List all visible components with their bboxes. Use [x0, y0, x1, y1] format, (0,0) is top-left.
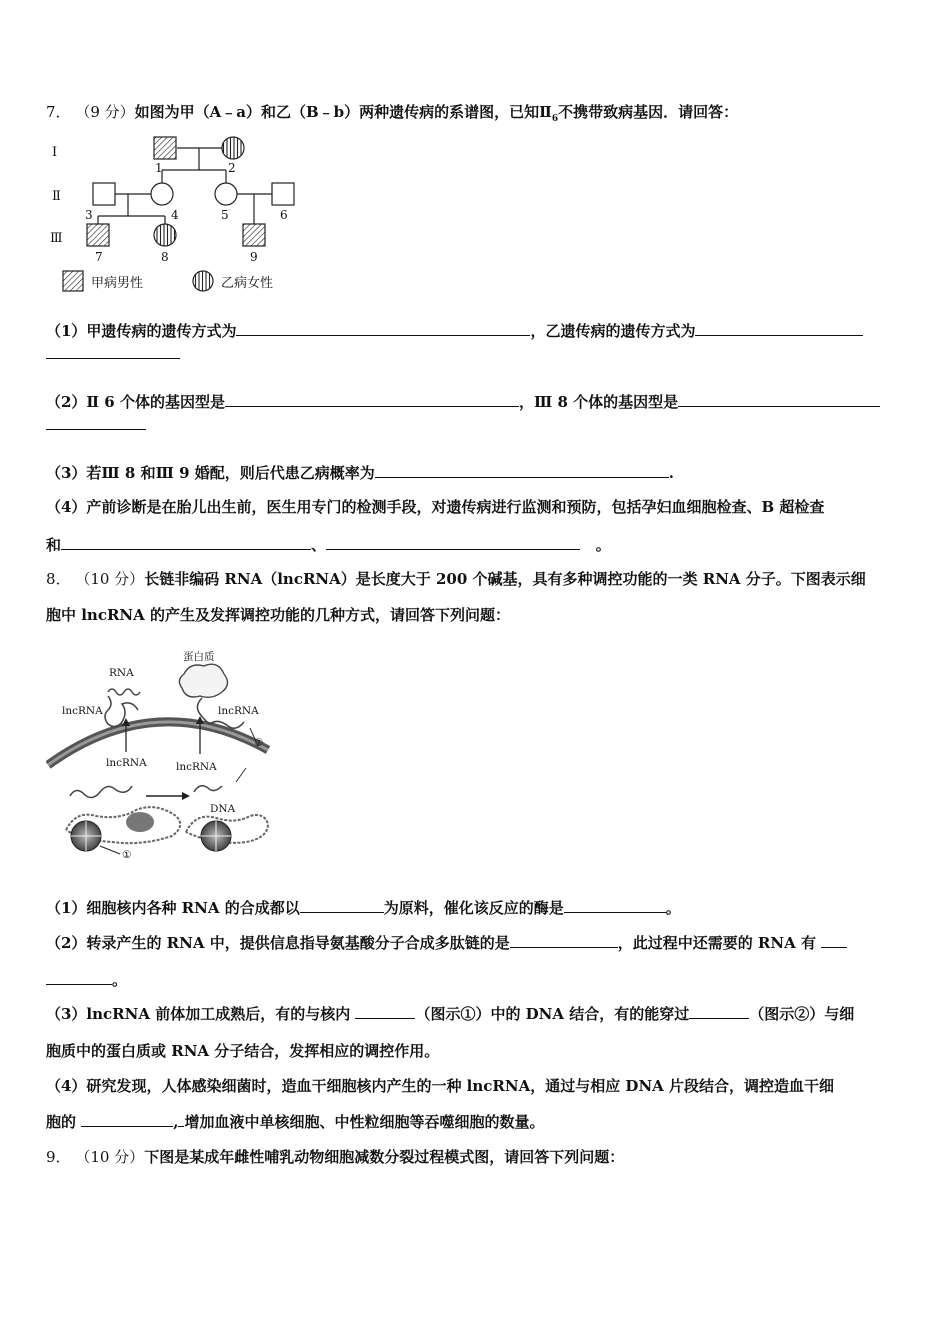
q9-stem: [46, 1147, 624, 1167]
generation-label-1: Ⅰ: [52, 145, 58, 160]
q7-sub4-text-c: 、: [311, 536, 327, 554]
q8-sub3-text-b: （图示①）中的 DNA 结合，有的能穿过: [415, 1005, 690, 1023]
q7-blank-7[interactable]: [326, 535, 580, 550]
q8-sub4-text-b: 胞的: [46, 1113, 77, 1131]
q7-blank-2-cont[interactable]: [46, 358, 180, 359]
protein-blob: [179, 664, 227, 697]
q7-blank-6[interactable]: [61, 535, 311, 550]
individual-7-affected-male: [87, 224, 109, 246]
q7-blank-3[interactable]: [225, 392, 519, 407]
q9-number: 9．: [46, 1148, 71, 1166]
fig-label-dna: DNA: [210, 803, 236, 815]
generation-label-3: Ⅲ: [50, 231, 63, 246]
individual-8-affected-female: [154, 224, 176, 246]
legend-hatch-icon: [63, 271, 83, 291]
fig-marker-1: ①: [122, 849, 132, 861]
individual-id-5: 5: [221, 208, 229, 222]
fig-label-lncrna-mid2: lncRNA: [176, 761, 217, 773]
q8-blank-4-cont[interactable]: [46, 970, 112, 985]
q9-score: （10 分）: [75, 1148, 145, 1166]
polymerase-complex: [126, 812, 154, 832]
individual-5-female: [215, 183, 237, 205]
individual-6-male: [272, 183, 294, 205]
q7-sub3: [46, 463, 674, 483]
q8-sub1-text-c: 。: [665, 899, 681, 917]
q7-sub4-text-d: 。: [595, 536, 611, 554]
q8-sub2-text-a: （2）转录产生的 RNA 中，提供信息指导氨基酸分子合成多肽链的是: [46, 934, 510, 952]
q8-sub4-line2: [46, 1112, 545, 1132]
individual-2-affected-female: [222, 137, 244, 159]
q8-sub1-text-a: （1）细胞核内各种 RNA 的合成都以: [46, 899, 300, 917]
q7-sub4-line1: （4）产前诊断是在胎儿出生前，医生用专门的检测手段，对遗传病进行监测和预防，包括孕妇血细胞检查、B 超检查: [46, 498, 825, 516]
q8-sub4-line1: （4）研究发现，人体感染细菌时，造血干细胞核内产生的一种 lncRNA，通过与相应 DNA 片段结合，调控造血干细: [46, 1077, 835, 1095]
q8-blank-6[interactable]: [689, 1004, 749, 1019]
q7-sub3-text-b: .: [668, 464, 674, 482]
q7-blank-4-cont[interactable]: [46, 429, 146, 430]
q8-blank-4[interactable]: [821, 933, 847, 948]
q7-sub3-text-a: （3）若Ⅲ 8 和Ⅲ 9 婚配，则后代患乙病概率为: [46, 464, 375, 482]
q8-blank-1[interactable]: [300, 898, 384, 913]
fig-label-lncrna-left: lncRNA: [62, 705, 103, 717]
individual-9-affected-male: [243, 224, 265, 246]
q8-sub3-line2: 胞质中的蛋白质或 RNA 分子结合，发挥相应的调控作用。: [46, 1042, 440, 1060]
q9-stem-text: 下图是某成年雌性哺乳动物细胞减数分裂过程模式图，请回答下列问题：: [144, 1148, 625, 1166]
q8-sub4-text-d: 增加血液中单核细胞、中性粒细胞等吞噬细胞的数量。: [184, 1113, 545, 1131]
individual-4-female: [151, 183, 173, 205]
q7-blank-4[interactable]: [678, 392, 880, 407]
fig-label-rna: RNA: [109, 667, 134, 679]
generation-label-2: Ⅱ: [52, 189, 61, 204]
q7-sub2-text-a: （2）Ⅱ 6 个体的基因型是: [46, 393, 225, 411]
individual-id-4: 4: [171, 208, 179, 222]
q8-blank-2[interactable]: [564, 898, 666, 913]
individual-id-3: 3: [85, 208, 93, 222]
q7-sub1: [46, 321, 863, 341]
q8-number: 8．: [46, 570, 71, 588]
q7-sub4-text-b: 和: [46, 536, 62, 554]
q8-blank-3[interactable]: [510, 933, 618, 948]
q8-sub1: [46, 898, 681, 918]
q7-sub1-text-a: （1）甲遗传病的遗传方式为: [46, 322, 237, 340]
individual-id-2: 2: [228, 161, 236, 175]
q7-sub2-text-b: ，Ⅲ 8 个体的基因型是: [518, 393, 679, 411]
legend-b-label: 乙病女性: [221, 276, 274, 291]
q7-stem: [46, 102, 738, 129]
individual-id-6: 6: [280, 208, 288, 222]
q8-sub3-text-a: （3）lncRNA 前体加工成熟后，有的与核内: [46, 1005, 351, 1023]
q7-score: （9 分）: [75, 103, 135, 121]
q8-score: （10 分）: [75, 570, 145, 588]
q8-stem-line2: 胞中 lncRNA 的产生及发挥调控功能的几种方式，请回答下列问题：: [46, 606, 510, 624]
q8-sub2-cont: [46, 970, 127, 990]
q8-blank-5[interactable]: [355, 1004, 415, 1019]
lncrna-nucleus-right: [194, 786, 222, 792]
q7-number: 7．: [46, 103, 71, 121]
legend-stripe-icon: [193, 271, 213, 291]
fig-label-lncrna-right: lncRNA: [218, 705, 259, 717]
legend-a-label: 甲病男性: [91, 276, 144, 291]
q8-blank-7[interactable]: [81, 1112, 173, 1127]
individual-id-7: 7: [95, 250, 103, 264]
pedigree-chart: [44, 130, 304, 300]
q8-stem-text-1: 长链非编码 RNA（lncRNA）是长度大于 200 个碱基，具有多种调控功能的一类 RNA 分子。下图表示细: [144, 570, 866, 588]
fig-label-protein: 蛋白质: [183, 651, 215, 663]
lncrna-nucleus-left: [70, 786, 132, 798]
q7-sub2: [46, 392, 880, 412]
q8-sub2: [46, 933, 847, 953]
q8-sub2-text-c: 。: [112, 971, 128, 989]
q7-stem-end: 不携带致病基因．请回答：: [558, 103, 739, 121]
q7-stem-text: 如图为甲（A﹣a）和乙（B﹣b）两种遗传病的系谱图，已知Ⅱ: [134, 103, 552, 121]
arrow-right-icon: [182, 792, 190, 800]
individual-id-8: 8: [161, 250, 169, 264]
q7-blank-2[interactable]: [695, 321, 863, 336]
q8-sub3: [46, 1004, 854, 1024]
rna-strand: [108, 689, 140, 695]
q8-sub4-text-c: ,: [173, 1113, 179, 1131]
fig-label-lncrna-mid1: lncRNA: [106, 757, 147, 769]
q8-sub2-text-b: ，此过程中还需要的 RNA 有: [617, 934, 816, 952]
q8-stem-line1: [46, 569, 866, 589]
individual-3-male: [93, 183, 115, 205]
individual-id-9: 9: [250, 250, 258, 264]
q7-sub4-line2: [46, 535, 611, 555]
q7-sub1-text-b: ，乙遗传病的遗传方式为: [530, 322, 696, 340]
fig-marker-2: ②: [254, 737, 264, 749]
q8-sub3-text-c: （图示②）与细: [749, 1005, 855, 1023]
q7-blank-1[interactable]: [236, 321, 530, 336]
q8-sub1-text-b: 为原料，催化该反应的酶是: [383, 899, 564, 917]
lncrna-figure: [46, 642, 278, 867]
individual-1-affected-male: [154, 137, 176, 159]
q7-stem-subscript: 6: [551, 114, 559, 124]
q7-blank-5[interactable]: [375, 463, 669, 478]
individual-id-1: 1: [155, 161, 163, 175]
